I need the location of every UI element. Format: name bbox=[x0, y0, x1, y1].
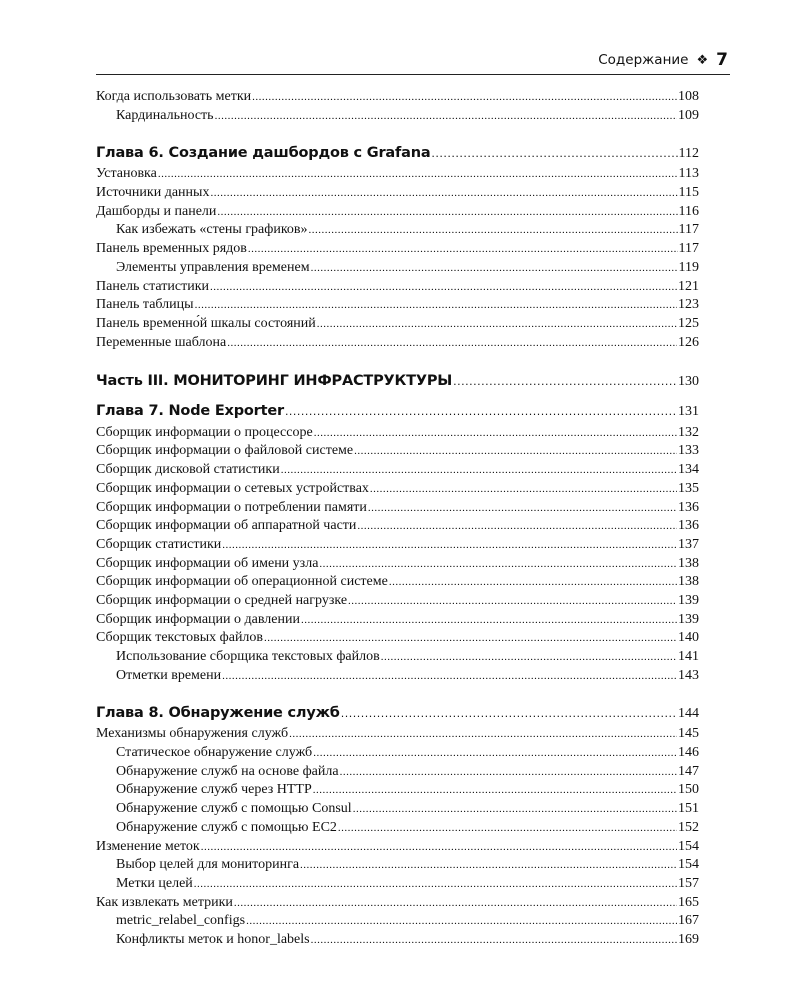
toc-entry-page: 121 bbox=[678, 278, 699, 294]
toc-entry-title: Кардинальность bbox=[116, 107, 214, 123]
toc-entry-page: 136 bbox=[678, 518, 699, 534]
toc-entry bbox=[96, 165, 699, 184]
toc-entry-title: Обнаружение служб на основе файла bbox=[116, 763, 339, 779]
dot-leader bbox=[289, 725, 677, 744]
toc-entry-title: Сборщик информации о процессоре bbox=[96, 424, 313, 440]
dot-leader bbox=[317, 315, 677, 334]
toc-entry bbox=[96, 912, 699, 931]
toc-entry bbox=[96, 781, 699, 800]
toc-entry-page: 165 bbox=[678, 894, 699, 910]
toc-part-heading bbox=[96, 371, 699, 391]
toc-entry-page: 157 bbox=[678, 875, 699, 891]
dot-leader bbox=[313, 744, 677, 763]
toc-entry bbox=[96, 875, 699, 894]
dot-leader bbox=[301, 611, 677, 630]
dot-leader bbox=[215, 107, 677, 126]
toc-entry-page: 144 bbox=[678, 705, 699, 721]
dot-leader bbox=[311, 931, 677, 950]
toc-entry-title: Как избежать «стены графиков» bbox=[116, 222, 308, 238]
dot-leader bbox=[210, 184, 677, 203]
toc-entry-page: 139 bbox=[678, 592, 699, 608]
toc-entry-title: Выбор целей для мониторинга bbox=[116, 857, 300, 873]
dot-leader bbox=[348, 592, 677, 611]
toc-entry-title: Сборщик информации о потреблении памяти bbox=[96, 499, 367, 515]
toc-entry bbox=[96, 221, 699, 240]
dot-leader bbox=[285, 402, 677, 422]
toc-entry bbox=[96, 296, 699, 315]
toc-entry-title: Глава 8. Обнаружение служб bbox=[96, 704, 340, 721]
toc-entry bbox=[96, 278, 699, 297]
toc-entry bbox=[96, 819, 699, 838]
toc-entry-title: metric_relabel_configs bbox=[116, 913, 246, 929]
dot-leader bbox=[319, 555, 677, 574]
toc-entry-title: Сборщик информации о сетевых устройствах bbox=[96, 480, 369, 496]
toc-entry-title: Панель временно́й шкалы состояний bbox=[96, 315, 316, 331]
toc-entry-title: Когда использовать метки bbox=[96, 89, 252, 104]
toc-entry-page: 154 bbox=[678, 857, 699, 873]
toc-entry-title: Панель статистики bbox=[96, 278, 209, 294]
toc-entry-title: Изменение меток bbox=[96, 838, 200, 854]
toc-entry-title: Глава 7. Node Exporter bbox=[96, 403, 284, 420]
toc-entry-page: 169 bbox=[678, 931, 699, 947]
toc-entry-page: 147 bbox=[678, 763, 699, 779]
toc-entry-title: Обнаружение служб с помощью EC2 bbox=[116, 819, 337, 835]
toc-entry bbox=[96, 517, 699, 536]
toc-entry-page: 108 bbox=[678, 89, 699, 104]
toc-entry-page: 135 bbox=[678, 480, 699, 496]
toc-chapter-heading bbox=[96, 401, 699, 421]
dot-leader bbox=[338, 819, 677, 838]
dot-leader bbox=[309, 221, 678, 240]
toc-entry-title: Панель таблицы bbox=[96, 297, 194, 313]
dot-leader bbox=[354, 442, 677, 461]
toc-entry-title: Использование сборщика текстовых файлов bbox=[116, 649, 380, 664]
toc-entry-title: Сборщик информации о давлении bbox=[96, 611, 300, 627]
toc-entry-title: Сборщик информации о файловой системе bbox=[96, 443, 354, 459]
toc-entry bbox=[96, 838, 699, 857]
toc-entry bbox=[96, 800, 699, 819]
toc-entry-title: Сборщик статистики bbox=[96, 536, 222, 552]
toc-entry bbox=[96, 573, 699, 592]
dot-leader bbox=[340, 763, 677, 782]
toc-entry-title: Переменные шаблона bbox=[96, 334, 227, 350]
toc-entry bbox=[96, 856, 699, 875]
dot-leader bbox=[195, 296, 677, 315]
toc-entry bbox=[96, 88, 699, 107]
toc-entry bbox=[96, 203, 699, 222]
dot-leader bbox=[158, 165, 678, 184]
toc-entry bbox=[96, 555, 699, 574]
dot-leader bbox=[252, 88, 677, 107]
toc-entry-title: Сборщик информации об операционной системе bbox=[96, 574, 388, 590]
dot-leader bbox=[210, 278, 677, 297]
toc-entry bbox=[96, 648, 699, 667]
toc-entry-page: 123 bbox=[678, 297, 699, 313]
toc-entry-page: 116 bbox=[678, 203, 699, 219]
dot-leader bbox=[368, 499, 677, 518]
toc-entry-title: Часть III. МОНИТОРИНГ ИНФРАСТРУКТУРЫ bbox=[96, 373, 453, 390]
dot-leader bbox=[248, 240, 678, 259]
toc-entry-page: 117 bbox=[678, 241, 699, 257]
toc-entry-page: 151 bbox=[678, 801, 699, 817]
toc-entry bbox=[96, 107, 699, 126]
dot-leader bbox=[353, 800, 677, 819]
dot-leader bbox=[246, 912, 677, 931]
toc-entry-title: Обнаружение служб через HTTP bbox=[116, 782, 312, 798]
toc-entry-page: 138 bbox=[678, 555, 699, 571]
dot-leader bbox=[217, 203, 677, 222]
toc-entry bbox=[96, 240, 699, 259]
toc-entry-page: 131 bbox=[678, 404, 699, 420]
toc-entry-page: 150 bbox=[678, 782, 699, 798]
toc-entry-title: Отметки времени bbox=[116, 667, 222, 683]
dot-leader bbox=[453, 372, 677, 392]
toc-chapter-heading bbox=[96, 143, 699, 163]
toc-entry bbox=[96, 259, 699, 278]
toc-entry bbox=[96, 592, 699, 611]
toc-entry-page: 109 bbox=[678, 107, 699, 123]
toc-entry-page: 117 bbox=[678, 222, 699, 238]
dot-leader bbox=[281, 461, 677, 480]
toc-entry-title: Панель временных рядов bbox=[96, 241, 247, 257]
dot-leader bbox=[313, 781, 677, 800]
diamond-ornament-icon: ❖ bbox=[696, 52, 709, 68]
toc-entry-page: 126 bbox=[678, 334, 699, 350]
toc-entry-page: 137 bbox=[678, 536, 699, 552]
toc-entry bbox=[96, 667, 699, 686]
toc-entry-title: Обнаружение служб с помощью Consul bbox=[116, 801, 352, 817]
toc-entry-title: Дашборды и панели bbox=[96, 203, 217, 219]
toc-entry-page: 136 bbox=[678, 499, 699, 515]
header-page-number: 7 bbox=[716, 50, 728, 70]
dot-leader bbox=[431, 144, 677, 164]
toc-entry bbox=[96, 461, 699, 480]
toc-entry-page: 134 bbox=[678, 462, 699, 478]
toc-entry-title: Сборщик информации об аппаратной части bbox=[96, 518, 357, 534]
toc-entry-title: Глава 6. Создание дашбордов с Grafana bbox=[96, 144, 431, 161]
dot-leader bbox=[194, 875, 677, 894]
dot-leader bbox=[311, 259, 678, 278]
toc-entry bbox=[96, 725, 699, 744]
toc-entry-title: Как извлекать метрики bbox=[96, 894, 233, 910]
dot-leader bbox=[234, 894, 677, 913]
toc-entry-title: Сборщик информации о средней нагрузке bbox=[96, 592, 348, 608]
toc-entry bbox=[96, 184, 699, 203]
toc-entry bbox=[96, 536, 699, 555]
table-of-contents bbox=[96, 88, 699, 950]
toc-entry-page: 139 bbox=[678, 611, 699, 627]
toc-entry bbox=[96, 629, 699, 648]
header-content bbox=[598, 50, 728, 70]
toc-entry bbox=[96, 763, 699, 782]
toc-entry bbox=[96, 442, 699, 461]
toc-entry-title: Установка bbox=[96, 166, 157, 182]
toc-entry-title: Элементы управления временем bbox=[116, 259, 310, 275]
toc-entry-page: 130 bbox=[678, 374, 699, 390]
dot-leader bbox=[222, 536, 677, 555]
toc-entry-page: 167 bbox=[678, 913, 699, 929]
toc-entry-page: 112 bbox=[678, 145, 699, 161]
toc-entry-title: Конфликты меток и honor_labels bbox=[116, 931, 310, 947]
toc-chapter-heading bbox=[96, 703, 699, 723]
toc-entry-page: 115 bbox=[678, 185, 699, 201]
toc-entry bbox=[96, 480, 699, 499]
toc-entry-page: 138 bbox=[678, 574, 699, 590]
dot-leader bbox=[314, 424, 677, 443]
dot-leader bbox=[264, 629, 677, 648]
toc-entry bbox=[96, 931, 699, 950]
header-title: Содержание bbox=[598, 52, 689, 68]
dot-leader bbox=[370, 480, 677, 499]
toc-entry-title: Сборщик дисковой статистики bbox=[96, 462, 280, 478]
toc-entry-title: Метки целей bbox=[116, 875, 193, 891]
toc-entry bbox=[96, 611, 699, 630]
toc-entry-title: Механизмы обнаружения служб bbox=[96, 726, 289, 742]
toc-entry-page: 145 bbox=[678, 726, 699, 742]
toc-entry-title: Сборщик текстовых файлов bbox=[96, 630, 264, 646]
toc-entry-page: 146 bbox=[678, 745, 699, 761]
toc-entry-page: 141 bbox=[678, 649, 699, 664]
toc-entry-page: 152 bbox=[678, 819, 699, 835]
toc-entry-page: 154 bbox=[678, 838, 699, 854]
dot-leader bbox=[300, 856, 677, 875]
page-header bbox=[96, 48, 730, 75]
toc-entry bbox=[96, 744, 699, 763]
dot-leader bbox=[227, 334, 677, 353]
toc-entry bbox=[96, 499, 699, 518]
toc-entry-title: Сборщик информации об имени узла bbox=[96, 555, 319, 571]
toc-entry bbox=[96, 334, 699, 353]
toc-entry-page: 113 bbox=[678, 166, 699, 182]
toc-entry-title: Статическое обнаружение служб bbox=[116, 745, 313, 761]
dot-leader bbox=[357, 517, 677, 536]
dot-leader bbox=[341, 704, 677, 724]
dot-leader bbox=[381, 648, 677, 667]
toc-entry-page: 140 bbox=[678, 630, 699, 646]
dot-leader bbox=[222, 667, 677, 686]
dot-leader bbox=[201, 838, 677, 857]
dot-leader bbox=[389, 573, 677, 592]
toc-entry-page: 125 bbox=[678, 315, 699, 331]
toc-entry-page: 133 bbox=[678, 443, 699, 459]
toc-entry bbox=[96, 424, 699, 443]
toc-entry bbox=[96, 315, 699, 334]
toc-entry-title: Источники данных bbox=[96, 185, 210, 201]
toc-entry-page: 119 bbox=[678, 259, 699, 275]
toc-entry-page: 132 bbox=[678, 424, 699, 440]
toc-entry-page: 143 bbox=[678, 667, 699, 683]
toc-entry bbox=[96, 894, 699, 913]
